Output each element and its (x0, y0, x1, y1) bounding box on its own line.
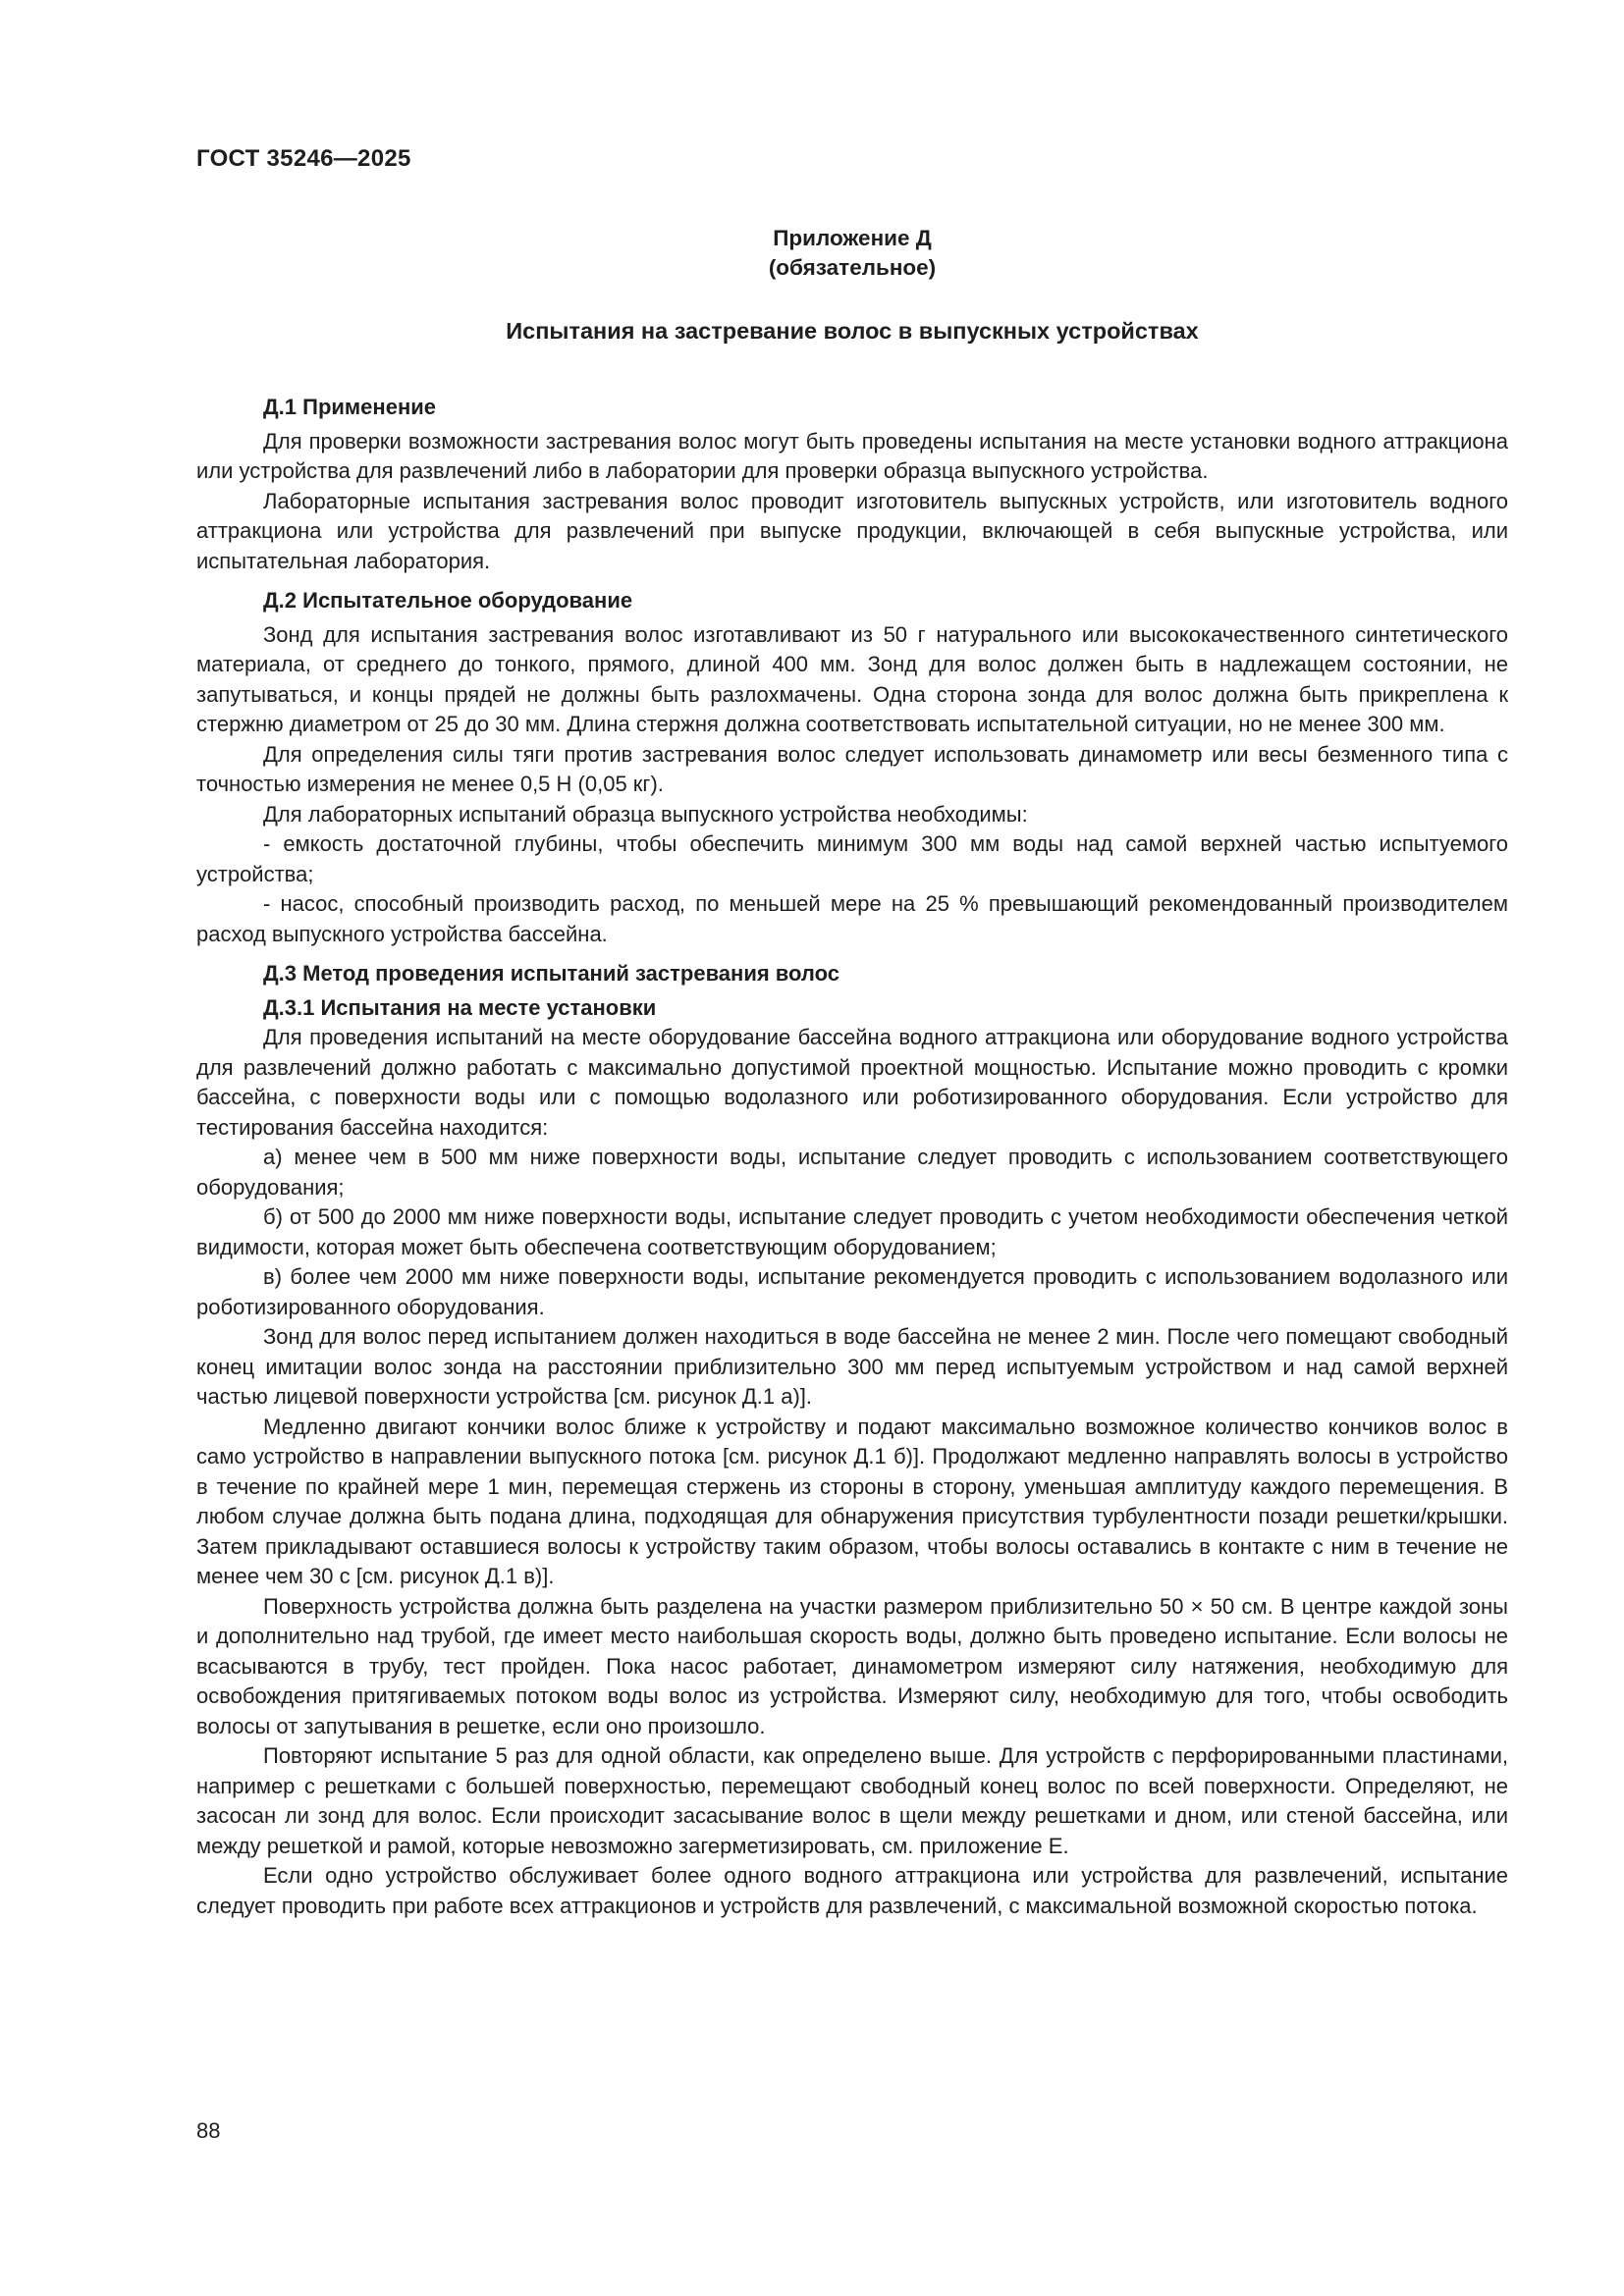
annex-title: Испытания на застревание волос в выпускных устройствах (506, 318, 1199, 344)
paragraph: Поверхность устройства должна быть разделена на участки размером приблизительно 50 × 50 см. В центре каждой зоны и дополнительно над трубой, где имеет место наибольшая скорость воды, должно быть проведено испытание. Если волосы не всасываются в трубу, тест пройден. Пока насос работает, динамометром измеряют силу натяжения, необходимую для освобождения притягиваемых потоком воды волос из устройства. Измеряют силу, необходимую для того, чтобы освободить волосы от запутывания в решетке, если оно произошло. (196, 1593, 1508, 1738)
standard-code: ГОСТ 35246—2025 (196, 145, 411, 172)
annex-status: (обязательное) (768, 255, 937, 280)
paragraph: Если одно устройство обслуживает более одного водного аттракциона или устройства для развлечений, испытание следует проводить при работе всех аттракционов и устройств для развлечений, с максимальной возможной скоростью потока. (196, 1863, 1508, 1918)
paragraph: Для проведения испытаний на месте оборудование бассейна водного аттракциона или оборудование водного устройства для развлечений должно работать с максимально допустимой проектной мощностью. Испытание можно проводить с кромки бассейна, с поверхности воды или с помощью водолазного или роботизированного оборудования. Если устройство для тестирования бассейна находится: (196, 1025, 1508, 1140)
paragraph: Лабораторные испытания застревания волос проводит изготовитель выпускных устройств, или изготовитель водного аттракциона или устройства для развлечений при выпуске продукции, включающей в себя выпускные устройства, или испытательная лаборатория. (196, 488, 1508, 573)
section-heading-d2: Д.2 Испытательное оборудование (263, 588, 633, 613)
paragraph: Для лабораторных испытаний образца выпускного устройства необходимы: (263, 801, 1028, 827)
paragraph: Зонд для волос перед испытанием должен находиться в воде бассейна не менее 2 мин. После чего помещают свободный конец имитации волос зонда на расстоянии приблизительно 300 мм перед испытуемым устройством и над самой верхней частью лицевой поверхности устройства [см. рисунок Д.1 а)]. (196, 1324, 1508, 1409)
annex-letter: Приложение Д (773, 226, 932, 250)
page-number: 88 (196, 2118, 221, 2143)
paragraph: Для определения силы тяги против застревания волос следует использовать динамометр или весы безменного типа с точностью измерения не менее 0,5 Н (0,05 кг). (196, 741, 1508, 796)
list-item: а) менее чем в 500 мм ниже поверхности воды, испытание следует проводить с использованием соответствующего оборудования; (196, 1145, 1508, 1200)
paragraph: Повторяют испытание 5 раз для одной области, как определено выше. Для устройств с перфорированными пластинами, например с решетками с большей поверхностью, перемещают свободный конец волос по всей поверхности. Определяют, не засосан ли зонд для волос. Если происходит засасывание волос в щели между решетками и дном, или стеной бассейна, или между решеткой и рамой, которые невозможно загерметизировать, см. приложение Е. (196, 1743, 1508, 1858)
paragraph: Зонд для испытания застревания волос изготавливают из 50 г натурального или высококачественного синтетического материала, от среднего до тонкого, прямого, длиной 400 мм. Зонд для волос должен быть в надлежащем состоянии, не запутываться, и концы прядей не должны быть разлохмачены. Одна сторона зонда для волос должна быть прикреплена к стержню диаметром от 25 до 30 мм. Длина стержня должна соответствовать испытательной ситуации, но не менее 300 мм. (196, 621, 1508, 736)
paragraph: Медленно двигают кончики волос ближе к устройству и подают максимально возможное количество кончиков волос в само устройство в направлении выпускного потока [см. рисунок Д.1 б)]. Продолжают медленно направлять волосы в устройство в течение по крайней мере 1 мин, перемещая стержень из стороны в сторону, уменьшая амплитуду каждого перемещения. В любом случае должна быть подана длина, подходящая для обнаружения присутствия турбулентности позади решетки/крышки. Затем прикладывают оставшиеся волосы к устройству таким образом, чтобы волосы оставались в контакте с ним в течение не менее чем 30 с [см. рисунок Д.1 в)]. (196, 1414, 1508, 1588)
annex-label (196, 224, 1508, 283)
subsection-heading-d3-1: Д.3.1 Испытания на месте установки (263, 994, 657, 1020)
list-item: в) более чем 2000 мм ниже поверхности воды, испытание рекомендуется проводить с использованием водолазного или роботизированного оборудования. (196, 1264, 1508, 1319)
paragraph: Для проверки возможности застревания волос могут быть проведены испытания на месте установки водного аттракциона или устройства для развлечений либо в лаборатории для проверки образца выпускного устройства. (196, 428, 1508, 483)
list-item: б) от 500 до 2000 мм ниже поверхности воды, испытание следует проводить с учетом необходимости обеспечения четкой видимости, которая может быть обеспечена соответствующим оборудованием; (196, 1204, 1508, 1259)
document-body (196, 393, 1508, 1921)
section-heading-d1: Д.1 Применение (263, 395, 436, 419)
list-item: - насос, способный производить расход, по меньшей мере на 25 % превышающий рекомендованный производителем расход выпускного устройства бассейна. (196, 891, 1508, 946)
list-item: - емкость достаточной глубины, чтобы обеспечить минимум 300 мм воды над самой верхней частью испытуемого устройства; (196, 831, 1508, 886)
section-heading-d3: Д.3 Метод проведения испытаний застревания волос (263, 961, 839, 986)
